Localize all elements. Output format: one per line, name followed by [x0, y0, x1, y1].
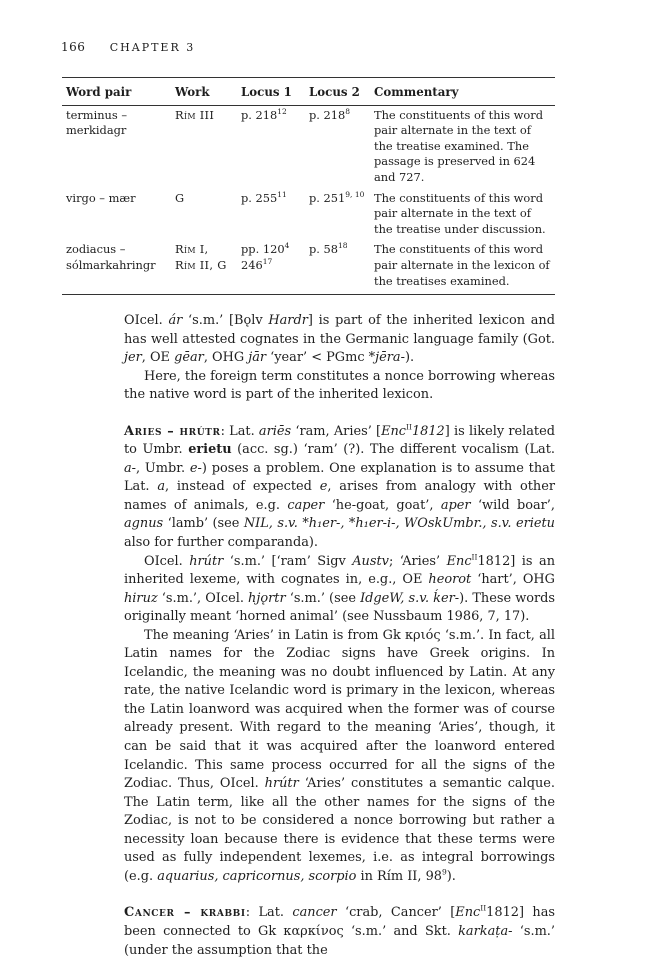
cell-locus-2: p. 251$^{9, 10}$	[309, 189, 365, 205]
cell-work: Rím I, Rím II, G	[171, 240, 237, 294]
cell-commentary: The constituents of this word pair alternate in the text of the treatise under discussion.	[374, 190, 546, 236]
table-row	[62, 105, 555, 188]
cell-work: G	[175, 190, 185, 205]
paragraph-hrutr: OIcel. hrútr ‘s.m.’ [‘ram’ Sigv Austv; ‘Aries’ Enc$^{II}$1812] is an inherited lexeme, with cognates in, e.g., OE heorot ‘hart’, OHG hiruz ‘s.m.’, OIcel. hjǫrtr ‘s.m.’ (see IdgeW, s.v. ḱer-). These words originally meant ‘horned animal’ (see Nussbaum 1986, 7, 17).	[124, 552, 556, 625]
word-pair-table	[62, 77, 555, 295]
cell-commentary: The constituents of this word pair alternate in the lexicon of the treatises examined.	[370, 240, 555, 294]
table-row	[62, 240, 555, 294]
cell-commentary: The constituents of this word pair alternate in the text of the treatise examined. The passage is preserved in 624 and 727.	[374, 107, 544, 184]
cell-word-pair: virgo – mær	[66, 190, 136, 205]
col-header-locus-2: Locus 2	[305, 78, 370, 106]
entry-aries: Aries – hrútr: Lat. ariēs ‘ram, Aries’ [Enc$^{II}$1812] is likely related to Umbr. erietu (acc. sg.) ‘ram’ (?). The different vocalism (Lat. a-, Umbr. e-) poses a problem. One explanation is to assume that Lat. a, instead of expected e, arises from analogy with other names of animals, e.g. caper ‘he-goat, goat’, aper ‘wild boar’, agnus ‘lamb’ (see NIL, s.v. *h₁er-, *h₁er-i-, WOskUmbr., s.v. erietu also for further comparanda).	[124, 422, 556, 551]
cell-work: Rím III	[175, 107, 215, 122]
cell-locus-2: p. $58^{18}$	[305, 240, 370, 294]
paragraph-ar: OIcel. ár ‘s.m.’ [Bǫlv Hardr] is part of the inherited lexicon and has well attested cognates in the Germanic language family (Got. jer, OE gēar, OHG jār ‘year’ < PGmc *jēra-).	[124, 313, 555, 366]
entry-heading-aries: Aries – hrútr	[124, 423, 221, 439]
cell-locus-1: pp. $120^4$ $246^{17}$	[237, 240, 305, 294]
col-header-locus-1: Locus 1	[237, 78, 305, 106]
cell-word-pair: zodiacus – sólmarkahringr	[62, 240, 171, 294]
col-header-word-pair: Word pair	[62, 78, 171, 106]
running-header	[61, 40, 195, 54]
cell-word-pair: terminus – merkidagr	[66, 107, 128, 138]
col-header-work: Work	[171, 78, 237, 106]
cell-locus-2: p. $218^8$	[309, 106, 351, 122]
cell-locus-1: p. $218^{12}$	[241, 106, 287, 122]
paragraph-nonce-borrowing: Here, the foreign term constitutes a nonce borrowing whereas the native word is part of the inherited lexicon.	[124, 368, 555, 403]
col-header-commentary: Commentary	[370, 78, 555, 106]
cell-locus-1: p. $255^{11}$	[241, 189, 287, 205]
page-number: 166	[61, 40, 86, 54]
entry-cancer: Cancer – krabbi: Lat. cancer ‘crab, Cancer’ [Enc$^{II}$1812] has been connected to Gk καρκίνος ‘s.m.’ and Skt. karkaṭa- ‘s.m.’ (under the assumption that the	[124, 904, 556, 958]
main-text	[124, 312, 555, 960]
paragraph-meaning-aries: The meaning ‘Aries’ in Latin is from Gk κριός ‘s.m.’. In fact, all Latin names for the Zodiac signs have Greek origins. In Icelandic, the meaning was no doubt influenced by Latin. At any rate, the native Icelandic word is primary in the lexicon, whereas the Latin loanword was acquired when the former was of course already present. With regard to the meaning ‘Aries’, though, it can be said that it was acquired after the loanword entered Icelandic. This same process occurred for all the signs of the Zodiac. Thus, OIcel. hrútr ‘Aries’ constitutes a semantic calque. The Latin term, like all the other names for the signs of the Zodiac, is not to be considered a nonce borrowing but rather a necessity loan because there is evidence that these terms were used as fully independent lexemes, i.e. as integral borrowings (e.g. aquarius, capricornus, scorpio in Rím II, $98^9$).	[124, 627, 556, 884]
chapter-label: CHAPTER 3	[109, 41, 196, 54]
table-row	[62, 189, 555, 241]
entry-heading-cancer: Cancer – krabbi	[124, 905, 246, 921]
table-header-row	[62, 78, 555, 106]
